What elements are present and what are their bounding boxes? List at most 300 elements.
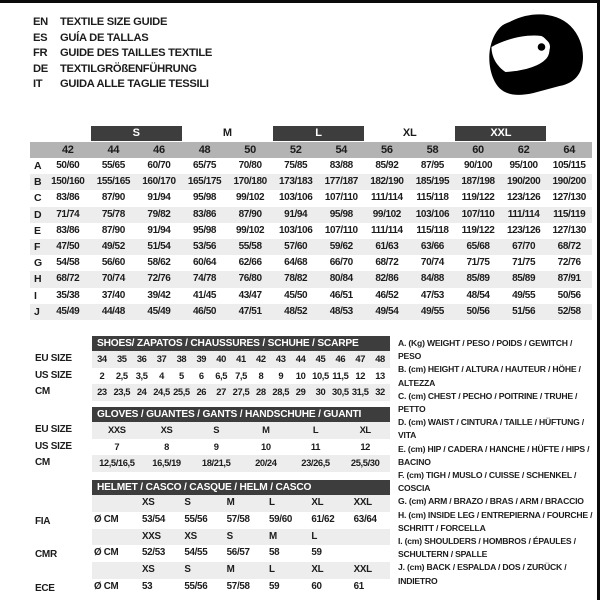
size-value-cell: 37/40 (101, 289, 125, 301)
row-label: EU SIZE (35, 424, 72, 435)
size-value-cell: 160/170 (142, 176, 176, 188)
size-value-cell: 53/56 (193, 240, 217, 252)
helmet-diameter-value: 58 (268, 547, 280, 559)
legend-item: G. (cm) ARM / BRAZO / BRAS / ARM / BRACCIO (398, 496, 584, 507)
size-value-cell: 59/62 (329, 240, 353, 252)
size-cell: 45 (315, 353, 326, 364)
row-letter: A (34, 160, 42, 172)
standard-label: CMR (35, 549, 57, 561)
size-value-cell: 83/88 (329, 160, 353, 171)
size-value-cell: 127/130 (552, 224, 586, 236)
gloves-rows (35, 422, 390, 472)
size-cell: 11 (310, 440, 321, 452)
size-cell: XS (160, 424, 173, 435)
language-row (33, 62, 212, 78)
size-value-cell: 83/86 (193, 208, 217, 220)
size-value-cell: 58/62 (147, 257, 171, 269)
helmet-size-letter: XL (311, 497, 324, 508)
size-value-cell: 187/198 (461, 176, 495, 188)
size-cell: 23,5 (113, 386, 131, 397)
size-value-cell: 107/110 (461, 208, 495, 220)
size-cell: 13 (375, 369, 385, 381)
size-value-cell: 65/68 (466, 240, 490, 252)
size-cell: 23/26,5 (301, 457, 330, 468)
shoes-row (35, 368, 390, 385)
size-group-cell: XXL (455, 126, 546, 141)
size-cell: 27,5 (232, 386, 250, 397)
size-cell: 35 (116, 353, 127, 364)
size-value-cell: 95/98 (329, 208, 353, 220)
size-cell: 6 (198, 369, 204, 381)
size-value-cell: 72/76 (557, 257, 581, 269)
measurement-row (30, 255, 592, 271)
main-size-table (30, 125, 592, 320)
size-cell: 2 (99, 369, 105, 381)
row-label: US SIZE (35, 369, 72, 381)
size-cell: 46 (335, 353, 346, 364)
helmet-standards (35, 495, 390, 596)
size-value-cell: 190/200 (506, 176, 541, 188)
size-value-cell: 50/60 (56, 160, 80, 171)
helmet-size-letter: S (184, 564, 191, 576)
standard-label: ECE (35, 582, 55, 594)
helmet-diameter-value: 59 (311, 547, 322, 559)
size-value-cell: 107/110 (324, 224, 358, 236)
helmet-size-letter: XS (142, 564, 155, 576)
size-cell: 23 (97, 386, 107, 397)
size-value-cell: 64/68 (284, 257, 308, 269)
helmet-size-letter: M (226, 564, 235, 576)
size-cell: 34 (97, 353, 107, 364)
numeric-size-row (30, 142, 592, 158)
helmet-diameter-value: 57/58 (226, 513, 250, 525)
size-value-cell: 107/110 (324, 192, 358, 204)
shoes-section (35, 336, 390, 401)
size-cell: 12 (355, 369, 366, 381)
size-value-cell: 49/52 (101, 240, 125, 252)
size-cell: 24,5 (153, 386, 170, 397)
gloves-row (35, 439, 390, 456)
size-value-cell: 99/102 (236, 224, 265, 236)
size-cell: 25,5/30 (350, 457, 380, 468)
size-value-cell: 95/98 (193, 192, 217, 204)
numeric-size-cell: 64 (563, 144, 576, 156)
size-cell: 44 (295, 353, 306, 364)
language-code: EN (33, 16, 48, 28)
size-value-cell: 75/85 (284, 160, 308, 171)
size-cell: 18/21,5 (201, 457, 231, 468)
size-value-cell: 111/114 (371, 192, 403, 204)
size-value-cell: 48/52 (284, 305, 308, 317)
helmet-standard-block (35, 529, 390, 563)
size-value-cell: 48/54 (466, 289, 490, 301)
legend-item: I. (cm) SHOULDERS / HOMBROS / ÉPAULES / SCHULTERN / SPALLE (398, 536, 576, 560)
size-cell: 42 (256, 353, 266, 364)
size-value-cell: 47/53 (420, 289, 444, 301)
measurement-row (30, 207, 592, 223)
size-cell: 24 (136, 386, 147, 397)
helmet-standard-block (35, 562, 390, 596)
helmet-diameter-value: 59 (268, 580, 280, 592)
size-value-cell: 115/118 (416, 192, 449, 204)
size-cell: 5 (178, 369, 184, 381)
size-cell: L (312, 424, 319, 435)
legend-item: B. (cm) HEIGHT / ALTURA / HAUTEUR / HÖHE / ALTEZZA (398, 364, 581, 388)
size-value-cell: 39/42 (147, 289, 171, 301)
size-value-cell: 190/200 (552, 176, 586, 188)
helmet-diameter-value: 61/62 (311, 513, 335, 525)
size-value-cell: 115/119 (553, 208, 586, 220)
helmet-size-letter: L (268, 497, 275, 508)
helmet-diameter-value: 63/64 (353, 513, 377, 525)
numeric-size-cell: 58 (426, 144, 439, 156)
size-cell: 11,5 (332, 369, 349, 381)
size-value-cell: 105/115 (552, 160, 586, 171)
legend-item: D. (cm) WAIST / CINTURA / TAILLE / HÜFTUNG / VITA (398, 417, 584, 441)
helmet-diameter-value: 53/54 (142, 513, 166, 525)
shoes-row (35, 351, 390, 368)
measurement-row (30, 223, 592, 239)
size-value-cell: 46/50 (193, 305, 217, 317)
size-value-cell: 44/48 (101, 305, 125, 317)
size-value-cell: 91/94 (147, 192, 171, 204)
numeric-size-cell: 54 (335, 144, 348, 156)
legend-item: A. (Kg) WEIGHT / PESO / POIDS / GEWITCH / PESO (398, 338, 573, 362)
helmet-diameter-value: 57/58 (226, 580, 250, 592)
helmet-diameter-value: 54/55 (184, 547, 208, 559)
size-cell: 39 (196, 353, 207, 364)
numeric-size-cell: 60 (472, 144, 484, 156)
size-cell: 8 (164, 440, 169, 452)
size-value-cell: 52/58 (557, 305, 581, 317)
size-value-cell: 87/90 (101, 224, 125, 236)
numeric-size-cell: 46 (153, 144, 165, 156)
size-value-cell: 119/122 (461, 192, 495, 204)
size-value-cell: 87/90 (238, 208, 262, 220)
legend-item: H. (cm) INSIDE LEG / ENTREPIERNA / FOURCHE / SCHRITT / FORCELLA (398, 509, 593, 533)
helmet-diameter-value: 55/56 (184, 513, 208, 525)
size-cell: 7 (114, 440, 120, 452)
size-value-cell: 82/86 (375, 273, 399, 285)
helmet-size-letters-row (92, 529, 390, 546)
size-value-cell: 99/102 (236, 192, 265, 204)
size-value-cell: 68/72 (375, 257, 399, 269)
size-value-cell: 165/175 (187, 176, 222, 188)
size-value-cell: 83/86 (56, 224, 80, 236)
measurement-row (30, 158, 592, 174)
size-cell: 30 (315, 386, 326, 397)
helmet-size-letter: XXS (142, 530, 161, 542)
size-cell: M (262, 424, 270, 435)
gloves-row (35, 455, 390, 472)
row-letter: G (34, 257, 43, 270)
size-value-cell: 60/64 (193, 257, 217, 269)
size-value-cell: 119/122 (461, 224, 495, 236)
size-value-cell: 75/78 (101, 208, 125, 220)
helmet-size-letter: L (268, 564, 275, 576)
measurement-row (30, 271, 592, 287)
size-cell: XXS (108, 424, 126, 435)
size-cell: 12 (360, 440, 370, 452)
size-value-cell: 85/92 (375, 160, 399, 171)
gloves-row (35, 422, 390, 439)
size-value-cell: 41/45 (193, 289, 217, 301)
size-cell: 27 (216, 386, 226, 397)
helmet-size-letter: XXL (353, 564, 372, 576)
size-value-cell: 45/49 (147, 305, 171, 317)
size-group-cell: L (273, 126, 364, 141)
row-letter: C (34, 192, 42, 205)
size-value-cell: 66/70 (329, 257, 353, 269)
helmet-diameter-value: 59/60 (268, 513, 293, 525)
numeric-size-spacer (30, 142, 45, 158)
helmet-standard-block (35, 495, 390, 529)
size-value-cell: 123/126 (506, 192, 541, 204)
racing-helmet-icon (479, 10, 592, 110)
size-value-cell: 46/52 (375, 289, 399, 301)
size-value-cell: 150/160 (51, 176, 85, 188)
size-cell: 7,5 (235, 369, 247, 381)
size-cell: 25,5 (173, 386, 190, 397)
size-cell: 32 (375, 386, 385, 397)
size-value-cell: 63/66 (420, 240, 444, 252)
size-value-cell: 43/47 (238, 289, 262, 301)
size-cell: 9 (278, 369, 284, 381)
size-value-cell: 155/165 (96, 176, 131, 188)
helmet-size-letters-row (92, 495, 390, 512)
size-value-cell: 61/63 (375, 240, 399, 252)
guide-title: TEXTILE SIZE GUIDE (60, 16, 168, 28)
diameter-label: Ø CM (94, 547, 119, 559)
size-value-cell: 35/38 (56, 289, 80, 301)
size-group-cell: XL (402, 127, 417, 139)
size-value-cell: 65/75 (193, 160, 217, 171)
size-value-cell: 49/55 (512, 289, 536, 301)
row-letter: B (34, 176, 42, 189)
row-label: US SIZE (35, 440, 72, 452)
measurement-row (30, 304, 592, 320)
gloves-values (92, 455, 390, 472)
helmet-section-header: HELMET / CASCO / CASQUE / HELM / CASCO (92, 480, 390, 495)
size-value-cell: 60/70 (147, 160, 171, 171)
size-value-cell: 50/56 (557, 289, 581, 301)
size-value-cell: 51/56 (512, 305, 536, 317)
helmet-diameter-value: 61 (353, 580, 364, 592)
size-cell: 10 (261, 440, 271, 452)
size-value-cell: 185/195 (415, 176, 450, 188)
size-cell: 30,5 (332, 386, 349, 397)
gloves-section (35, 407, 390, 472)
size-value-cell: 182/190 (370, 176, 404, 188)
measurement-row (30, 239, 592, 255)
language-code: FR (33, 47, 48, 60)
measurement-row (30, 174, 592, 190)
size-cell: S (213, 424, 220, 435)
helmet-size-letter: M (226, 497, 235, 508)
size-value-cell: 91/94 (147, 224, 171, 236)
helmet-size-spacer (92, 562, 136, 579)
size-cell: 9 (213, 440, 219, 452)
size-cell: 47 (355, 353, 366, 364)
size-value-cell: 49/54 (375, 305, 399, 317)
row-label: CM (35, 386, 50, 397)
legend-item: J. (cm) BACK / ESPALDA / DOS / ZURÜCK / INDIETRO (398, 562, 567, 586)
size-cell: 48 (375, 353, 385, 364)
numeric-size-cell: 50 (244, 144, 256, 156)
diameter-label: Ø CM (94, 580, 119, 592)
size-value-cell: 84/88 (420, 273, 444, 285)
helmet-size-letter: M (268, 530, 277, 542)
row-letter: D (34, 208, 42, 221)
size-cell: 37 (156, 353, 167, 364)
gloves-values (92, 439, 390, 456)
legend-item: F. (cm) TIGH / MUSLO / CUISSE / SCHENKEL / COSCIA (398, 470, 577, 494)
size-value-cell: 103/106 (279, 224, 313, 236)
size-value-cell: 83/86 (56, 192, 80, 204)
language-row (33, 46, 212, 62)
row-letter: E (34, 224, 42, 237)
size-value-cell: 51/54 (147, 240, 171, 252)
guide-title: GUIDA ALLE TAGLIE TESSILI (60, 78, 209, 91)
size-cell: 2,5 (115, 369, 128, 381)
size-value-cell: 47/50 (56, 240, 80, 252)
helmet-size-letter: S (226, 530, 233, 542)
language-row (33, 31, 212, 47)
size-value-cell: 70/74 (101, 273, 125, 285)
helmet-size-letter: XL (311, 564, 324, 576)
standard-label: FIA (35, 515, 51, 527)
size-cell: 16,5/19 (152, 457, 181, 468)
shoes-values (92, 368, 390, 385)
measurement-rows (30, 158, 592, 320)
helmet-diameter-value: 52/53 (142, 547, 166, 559)
numeric-size-cell: 48 (198, 144, 211, 156)
size-value-cell: 127/130 (552, 192, 586, 204)
language-code: IT (33, 78, 43, 91)
diameter-label: Ø CM (94, 513, 119, 525)
size-value-cell: 70/74 (420, 257, 444, 269)
helmet-size-letter: XXL (353, 497, 372, 508)
size-value-cell: 170/180 (233, 176, 267, 188)
guide-title: TEXTILGRÖßENFÜHRUNG (60, 62, 197, 75)
size-value-cell: 55/58 (238, 240, 262, 252)
size-value-cell: 67/70 (512, 240, 536, 252)
size-value-cell: 72/76 (147, 273, 171, 285)
size-value-cell: 68/72 (56, 273, 80, 285)
size-value-cell: 95/100 (509, 160, 538, 171)
shoes-section-header: SHOES/ ZAPATOS / CHAUSSURES / SCHUHE / SCARPE (92, 336, 390, 351)
language-code: DE (33, 62, 48, 75)
size-value-cell: 57/60 (284, 240, 308, 252)
size-value-cell: 74/78 (193, 273, 217, 285)
size-value-cell: 49/55 (420, 305, 444, 317)
size-cell: 4 (159, 369, 164, 381)
size-value-cell: 123/126 (506, 224, 541, 236)
size-value-cell: 45/50 (284, 289, 308, 301)
size-cell: 29 (295, 386, 306, 397)
size-value-cell: 111/114 (371, 224, 403, 236)
size-value-cell: 47/51 (238, 305, 262, 317)
size-value-cell: 91/94 (284, 208, 308, 220)
guide-title: GUIDE DES TAILLES TEXTILE (60, 47, 213, 60)
size-cell: 43 (275, 353, 286, 364)
legend-item: C. (cm) CHEST / PECHO / POITRINE / TRUHE / PETTO (398, 390, 578, 415)
helmet-diameter-row (92, 579, 390, 596)
numeric-size-cell: 42 (61, 144, 74, 156)
size-value-cell: 71/75 (512, 257, 536, 269)
size-value-cell: 115/118 (416, 224, 449, 236)
shoes-row (35, 384, 390, 401)
numeric-size-cell: 56 (381, 144, 393, 156)
size-cell: 38 (176, 353, 187, 364)
size-group-row (30, 125, 592, 142)
size-value-cell: 103/106 (279, 192, 313, 204)
helmet-diameter-value: 56/57 (226, 547, 250, 559)
size-cell: 28,5 (272, 386, 290, 397)
row-letter: J (34, 305, 40, 318)
language-title-block (33, 15, 212, 93)
helmet-size-letter: S (184, 497, 191, 508)
helmet-size-letter: XS (142, 497, 155, 508)
row-letter: F (34, 240, 41, 253)
size-value-cell: 46/51 (329, 289, 353, 301)
size-value-cell: 87/95 (420, 160, 444, 171)
size-cell: 20/24 (255, 457, 277, 468)
size-value-cell: 111/114 (507, 208, 540, 220)
size-value-cell: 55/65 (101, 160, 125, 171)
helmet-size-spacer (92, 495, 136, 512)
size-value-cell: 95/98 (193, 224, 217, 236)
helmet-diameter-value: 53 (142, 580, 153, 592)
language-row (33, 15, 212, 31)
helmet-size-letter: L (311, 530, 318, 542)
size-cell: 3,5 (135, 369, 148, 381)
size-value-cell: 80/84 (329, 273, 353, 285)
size-value-cell: 54/58 (56, 257, 80, 269)
numeric-size-cell: 62 (517, 144, 530, 156)
size-value-cell: 85/89 (466, 273, 490, 285)
gloves-values (92, 422, 390, 439)
size-cell: 8 (258, 369, 264, 381)
legend-item: E. (cm) HIP / CADERA / HANCHE / HÜFTE / HIPS / BACINO (398, 443, 590, 467)
helmet-diameter-row (92, 545, 390, 562)
size-group-cell: S (91, 126, 182, 141)
helmet-diameter-row (92, 512, 390, 529)
size-value-cell: 87/91 (557, 273, 581, 285)
size-cell: 28 (256, 386, 266, 397)
size-value-cell: 90/100 (463, 160, 493, 171)
row-letter: I (34, 289, 37, 302)
size-cell: 6,5 (215, 369, 228, 381)
size-value-cell: 103/106 (415, 208, 450, 220)
row-label: CM (35, 457, 50, 468)
size-value-cell: 177/187 (324, 176, 358, 188)
size-cell: 41 (236, 353, 246, 364)
size-value-cell: 71/75 (466, 257, 490, 269)
numeric-size-cell: 52 (289, 144, 302, 156)
helmet-section (35, 480, 390, 596)
shoes-values (92, 384, 390, 401)
size-value-cell: 76/80 (238, 273, 262, 285)
size-value-cell: 45/49 (56, 305, 80, 317)
size-value-cell: 87/90 (101, 192, 125, 204)
size-value-cell: 173/183 (279, 176, 313, 188)
size-cell: 31,5 (351, 386, 369, 397)
size-cell: 40 (216, 353, 226, 364)
size-cell: 36 (136, 353, 147, 364)
helmet-size-letters-row (92, 562, 390, 579)
size-value-cell: 99/102 (372, 208, 401, 220)
